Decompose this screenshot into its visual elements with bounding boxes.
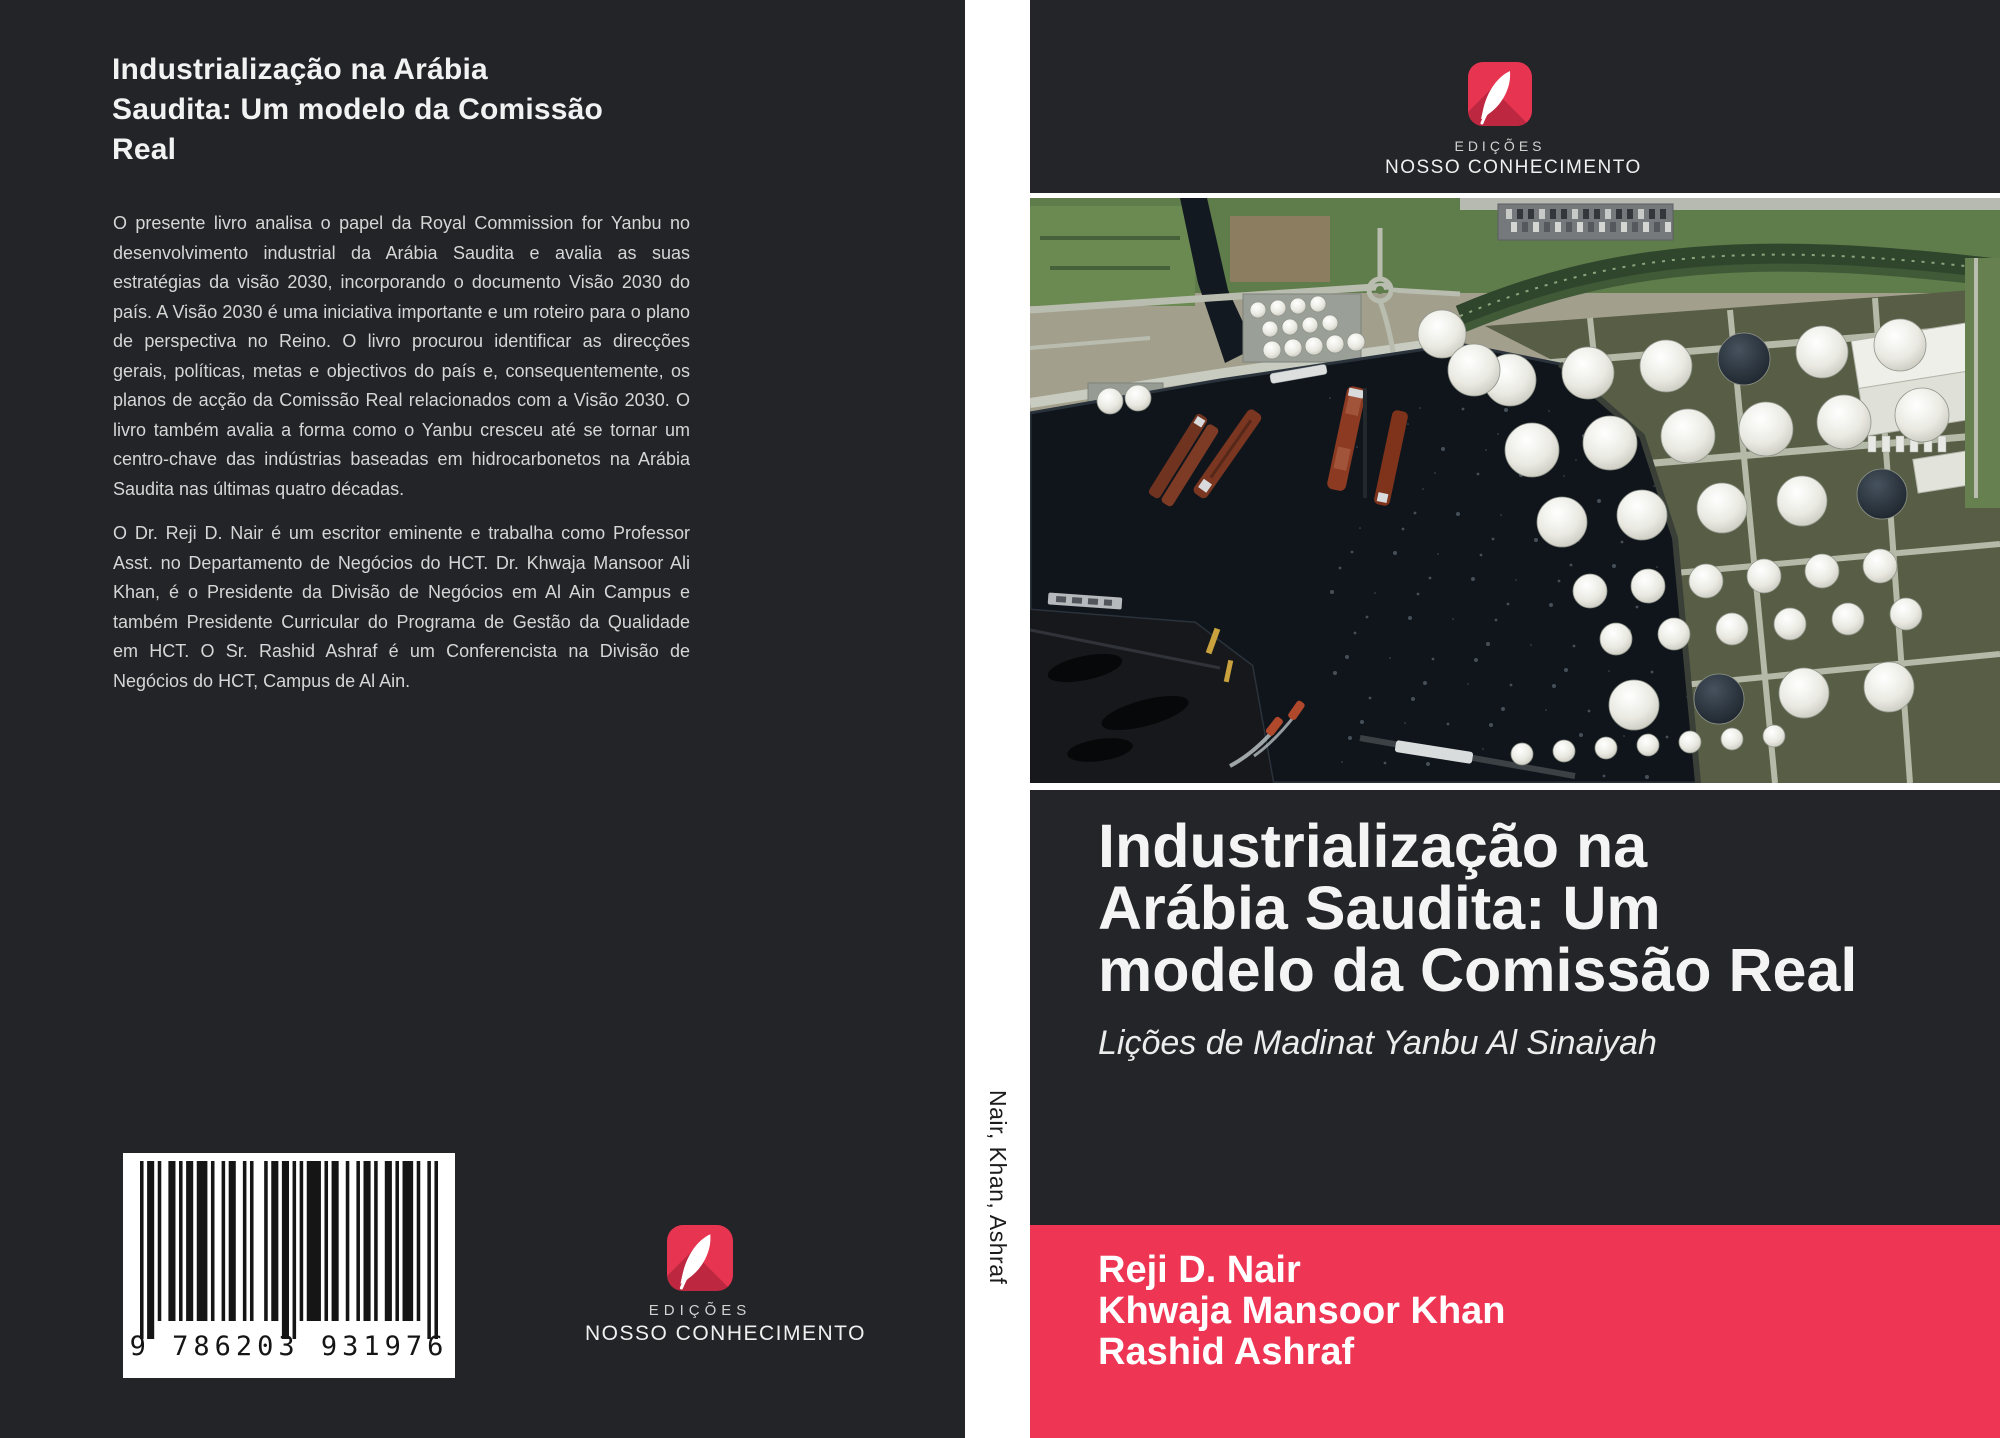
publisher-imprint-label: EDIÇÕES <box>648 1302 752 1319</box>
author-bio-text: O Dr. Reji D. Nair é um escritor eminente e trabalha como Professor Asst. no Departamento de Negócios do HCT. Dr. Khwaja Mansoor Ali Khan, é o Presidente da Divisão de Negócios em Al Ain Campus e também Presidente Curricular do Programa de Gestão da Qualidade em HCT. O Sr. Rashid Ashraf é um Conferencista na Divisão de Negócios do HCT, Campus de Al Ain. <box>113 523 690 691</box>
back-cover-title <box>112 50 712 170</box>
spine-authors: Nair, Khan, Ashraf <box>985 1090 1011 1285</box>
front-cover-subtitle: Lições de Madinat Yanbu Al Sinaiyah <box>1098 1024 1657 1062</box>
front-cover <box>1030 0 2000 1438</box>
cover-photo <box>1030 198 2000 783</box>
front-title-line: modelo da Comissão Real <box>1098 936 1858 1004</box>
back-title-line: Real <box>112 133 177 166</box>
cover-photo-frame <box>1030 193 2000 790</box>
spine <box>965 0 1030 1438</box>
back-title-line: Saudita: Um modelo da Comissão <box>112 93 604 126</box>
feather-icon <box>667 1225 733 1291</box>
publisher-logo-icon <box>667 1225 733 1291</box>
front-title-block <box>1098 812 1968 1063</box>
author-name: Rashid Ashraf <box>1098 1331 1355 1373</box>
front-title-line: Industrialização na <box>1098 812 1648 880</box>
publisher-logo-icon <box>1468 62 1532 126</box>
publisher-name-label: NOSSO CONHECIMENTO <box>585 1322 866 1345</box>
feather-icon <box>1468 62 1532 126</box>
author-name: Reji D. Nair <box>1098 1249 1301 1291</box>
isbn-digits: 9 786203 931976 <box>129 1331 449 1362</box>
publisher-imprint-label: EDIÇÕES <box>1454 138 1546 154</box>
publisher-logo-front <box>1385 62 1642 179</box>
front-title-line: Arábia Saudita: Um <box>1098 874 1661 942</box>
synopsis-text: O presente livro analisa o papel da Royal Commission for Yanbu no desenvolvimento industrial da Arábia Saudita e avalia as suas estratégias da visão 2030, incorporando o documento Visão 2030 do país. A Visão 2030 é uma iniciativa importante e um roteiro para o plano de perspectiva no Reino. O livro procurou identificar as direcções gerais, políticas, metas e objectivos do país e, consequentemente, os planos de acção da Comissão Real relacionados com a Visão 2030. O livro também avalia a forma como o Yanbu cresceu até se tornar um centro-chave das indústrias baseadas em hidrocarbonetos na Arábia Saudita nas últimas quatro décadas. <box>113 213 690 499</box>
isbn-barcode <box>123 1153 455 1378</box>
back-title-line: Industrialização na Arábia <box>112 53 488 86</box>
publisher-name-label: NOSSO CONHECIMENTO <box>1385 157 1642 178</box>
barcode-bars <box>123 1153 455 1353</box>
author-name: Khwaja Mansoor Khan <box>1098 1290 1506 1332</box>
author-band <box>1030 1225 2000 1438</box>
back-cover <box>0 0 965 1438</box>
front-cover-title <box>1098 812 1968 1004</box>
author-list <box>1098 1250 1506 1373</box>
publisher-logo-back <box>585 1225 866 1346</box>
